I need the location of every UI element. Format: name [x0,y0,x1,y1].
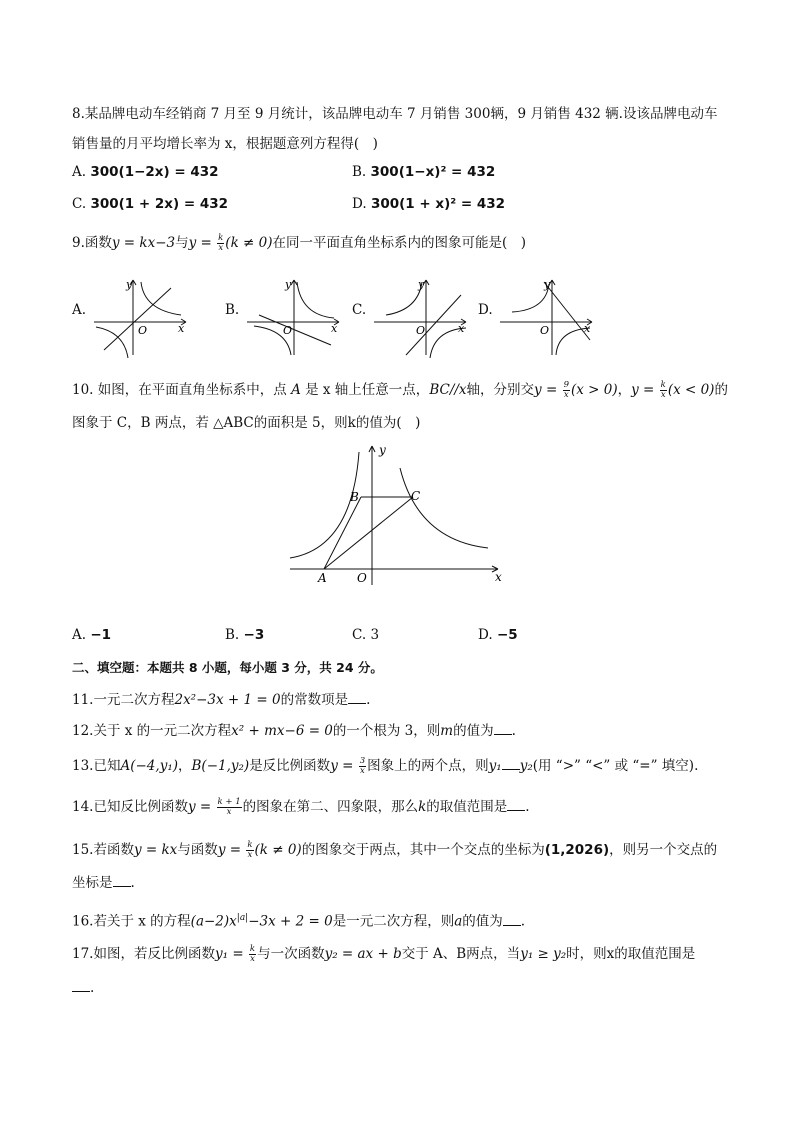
q15-line1: 15.若函数y = kx与函数y = $\frac{k}{x}$ (k ≠ 0)的图象交于两点，其中一个交点的坐标为(1,2026)，则另一个交点的 [72,840,718,860]
svg-text:x: x [178,322,185,335]
q10-figure [280,440,510,590]
q9-option-a[interactable]: A. y O x [72,270,202,360]
q15-line2: 坐标是 . [72,875,135,891]
q17-line2: . [72,978,94,998]
q11: 11.一元二次方程2x²−3x + 1 = 0的常数项是 . [72,692,371,708]
q17-blank[interactable] [72,979,90,992]
svg-text:O: O [416,324,426,337]
q8-option-d[interactable]: D. 300(1 + x)² = 432 [352,196,506,212]
q8-line1: 8.某品牌电动车经销商 7 月至 9 月统计，该品牌电动车 7 月销售 300辆，9 月销售 432 辆.设该品牌电动车 [72,106,718,122]
svg-text:O: O [283,324,293,337]
svg-text:y: y [285,278,292,291]
q14-blank[interactable] [507,798,525,811]
fig-label-x: x [495,570,502,584]
svg-text:x: x [458,322,465,335]
q9-graph-a [86,270,196,360]
q9-stem: 9.函数y = kx−3与y = $\frac{k}{x}$ (k ≠ 0)在同一平面直角坐标系内的图象可能是( ) [72,233,527,253]
fig-label-b: B [350,490,359,504]
q11-blank[interactable] [348,691,366,704]
q16-blank[interactable] [503,913,521,926]
svg-text:O: O [540,324,550,337]
q13: 13.已知A(−4,y₁)，B(−1,y₂)是反比例函数y = $\frac{3}{x}$ 图象上的两个点，则y₁ y₂(用 “>” “<” 或 “=” 填空). [72,756,699,776]
q8-line2: 销售量的月平均增长率为 x，根据题意列方程得( ) [72,136,378,152]
q9-option-d[interactable]: D. y O x [478,270,608,360]
q10-option-b[interactable]: B. −3 [225,627,265,643]
q10-line1: 10. 如图，在平面直角坐标系中，点 A 是 x 轴上任意一点，BC//x轴，分别交y = $\frac{9}{x}$ (x > 0)，y = $\frac{k}{x}$ (x < 0)的 [72,380,728,400]
svg-text:y: y [544,278,551,291]
q9-graph-d [492,270,602,360]
q10-option-d[interactable]: D. −5 [478,627,518,643]
svg-text:x: x [331,322,338,335]
fig-label-o: O [357,571,367,585]
q9-option-b[interactable]: B. y O x [225,270,355,360]
svg-text:x: x [584,322,591,335]
q8-option-c[interactable]: C. 300(1 + 2x) = 432 [72,196,229,212]
q10-option-a[interactable]: A. −1 [72,627,112,643]
svg-text:y: y [418,278,425,291]
fig-label-c: C [411,489,421,503]
q9-graph-c [366,270,476,360]
q12: 12.关于 x 的一元二次方程x² + mx−6 = 0的一个根为 3，则m的值为 . [72,723,516,739]
q8-option-b[interactable]: B. 300(1−x)² = 432 [352,164,496,180]
section-2-heading: 二、填空题：本题共 8 小题，每小题 3 分，共 24 分。 [72,660,383,675]
q8-option-a[interactable]: A. 300(1−2x) = 432 [72,164,219,180]
q14: 14.已知反比例函数y = $\frac{k + 1}{x}$ 的图象在第二、四象限，那么k的取值范围是 . [72,797,530,817]
q10-line2: 图象于 C，B 两点，若 △ABC的面积是 5，则k的值为( ) [72,415,421,431]
fig-label-y: y [379,443,386,457]
q17-line1: 17.如图，若反比例函数y₁ = $\frac{k}{x}$ 与一次函数y₂ = ax + b交于 A、B两点，当y₁ ≥ y₂时，则x的取值范围是 [72,944,696,964]
q9-option-c[interactable]: C. y O x [352,270,482,360]
q10-option-c[interactable]: C. 3 [352,627,380,643]
q13-blank[interactable] [502,757,520,770]
svg-text:y: y [126,278,133,291]
q16: 16.若关于 x 的方程$(a-2)x^{|a|}-3x + 2 = 0$是一元二次方程，则a的值为 . [72,913,526,930]
svg-text:O: O [138,324,148,337]
q9-graph-b [239,270,349,360]
q15-blank[interactable] [113,874,131,887]
fig-label-a: A [318,571,327,585]
q12-blank[interactable] [494,722,512,735]
